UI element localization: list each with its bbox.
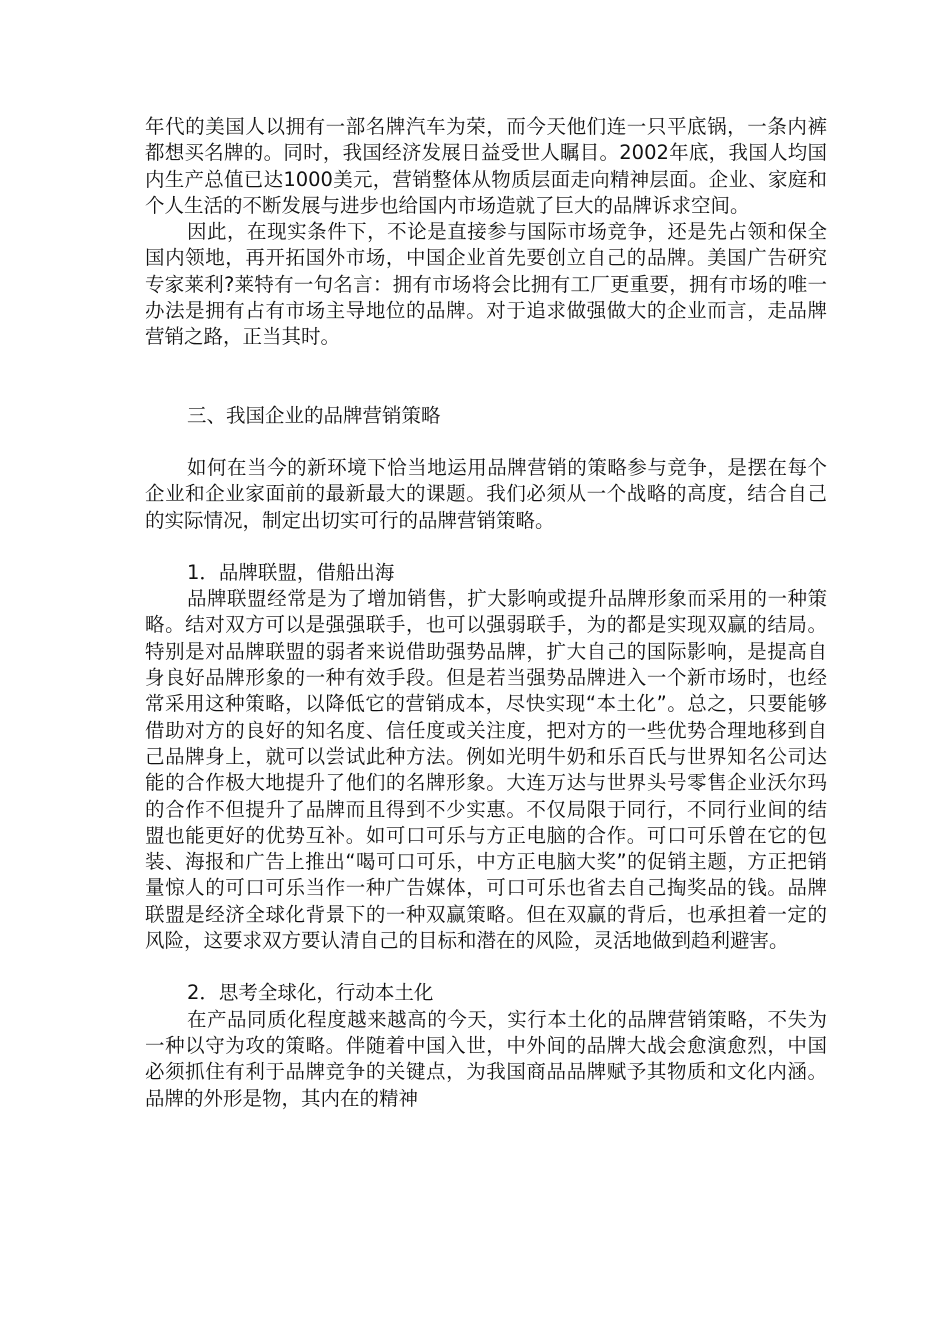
paragraph-4: 品牌联盟经常是为了增加销售，扩大影响或提升品牌形象而采用的一种策略。结对双方可以是强强联手，也可以强弱联手，为的都是实现双赢的结局。特别是对品牌联盟的弱者来说借助强势品牌，扩大自己的国际影响，是提高自身良好品牌形象的一种有效手段。但是若当强势品牌进入一个新市场时，也经常采用这种策略，以降低它的营销成本，尽快实现“本土化”。总之，只要能够借助对方的良好的知名度、信任度或关注度，把对方的一些优势合理地移到自己品牌身上，就可以尝试此种方法。例如光明牛奶和乐百氏与世界知名公司达能的合作极大地提升了他们的名牌形象。大连万达与世界头号零售企业沃尔玛的合作不但提升了品牌而且得到不少实惠。不仅局限于同行，不同行业间的结盟也能更好的优势互补。如可口可乐与方正电脑的合作。可口可乐曾在它的包装、海报和广告上推出“喝可口可乐，中方正电脑大奖”的促销主题，方正把销量惊人的可口可乐当作一种广告媒体，可口可乐也省去自己掏奖品的钱。品牌联盟是经济全球化背景下的一种双赢策略。但在双赢的背后，也承担着一定的风险，这要求双方要认清自己的目标和潜在的风险，灵活地做到趋利避害。 — [145, 587, 827, 953]
spacer — [145, 429, 827, 455]
section-3-heading: 三、我国企业的品牌营销策略 — [187, 403, 441, 427]
paragraph-5: 在产品同质化程度越来越高的今天，实行本土化的品牌营销策略，不失为一种以守为攻的策略。伴随着中国入世，中外间的品牌大战会愈演愈烈，中国必须抓住有利于品牌竞争的关键点，为我国商品品牌赋予其物质和文化内涵。品牌的外形是物，其内在的精神 — [145, 1007, 827, 1110]
document-page — [145, 114, 827, 1112]
paragraph-1: 年代的美国人以拥有一部名牌汽车为荣，而今天他们连一只平底锅，一条内裤都想买名牌的。同时，我国经济发展日益受世人瞩目。2002年底，我国人均国内生产总值已达1000美元，营销整体从物质层面走向精神层面。企业、家庭和个人生活的不断发展与进步也给国内市场造就了巨大的品牌诉求空间。 — [145, 115, 827, 217]
spacer — [145, 534, 827, 560]
spacer — [145, 351, 827, 403]
spacer — [145, 954, 827, 980]
subsection-1-heading: 1．品牌联盟，借船出海 — [187, 560, 395, 584]
subsection-2-heading: 2．思考全球化，行动本土化 — [187, 981, 434, 1005]
paragraph-2: 因此，在现实条件下，不论是直接参与国际市场竞争，还是先占领和保全国内领地，再开拓国外市场，中国企业首先要创立自己的品牌。美国广告研究专家莱利?莱特有一句名言：拥有市场将会比拥有工厂更重要，拥有市场的唯一办法是拥有占有市场主导地位的品牌。对于追求做强做大的企业而言，走品牌营销之路，正当其时。 — [145, 220, 827, 349]
paragraph-3: 如何在当今的新环境下恰当地运用品牌营销的策略参与竞争，是摆在每个企业和企业家面前的最新最大的课题。我们必须从一个战略的高度，结合自己的实际情况，制定出切实可行的品牌营销策略。 — [145, 455, 827, 532]
